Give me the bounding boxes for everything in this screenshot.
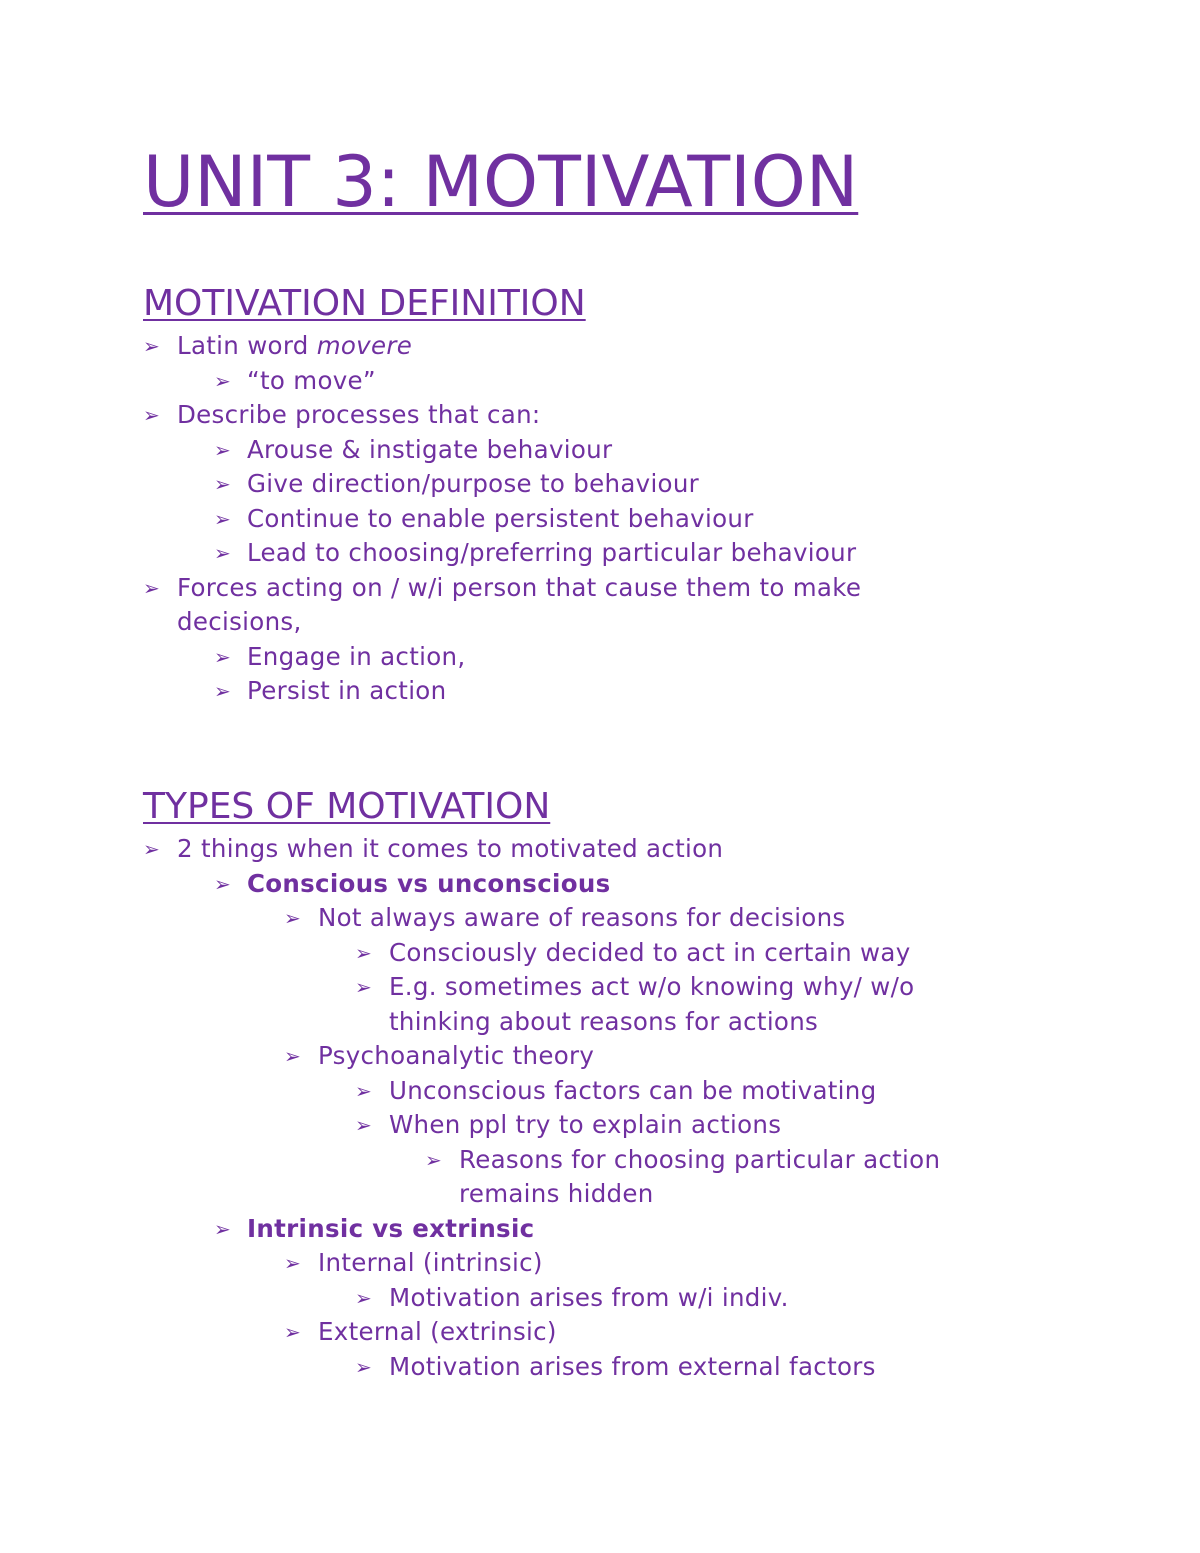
arrow-bullet-icon: ➢ bbox=[214, 644, 232, 669]
list-item bbox=[143, 1350, 1143, 1385]
list-item-text: Continue to enable persistent behaviour bbox=[247, 503, 754, 533]
arrow-bullet-icon: ➢ bbox=[143, 575, 161, 600]
list-item-text: Conscious vs unconscious bbox=[247, 868, 611, 898]
list-item-text: Reasons for choosing particular action remains hidden bbox=[459, 1144, 941, 1208]
arrow-bullet-icon: ➢ bbox=[355, 1078, 373, 1103]
arrow-bullet-icon: ➢ bbox=[214, 1216, 232, 1241]
list-item bbox=[143, 467, 1143, 502]
arrow-bullet-icon: ➢ bbox=[284, 1320, 302, 1344]
list-item-text: Unconscious factors can be motivating bbox=[389, 1075, 877, 1105]
list-item-text: Latin word bbox=[177, 331, 317, 360]
arrow-bullet-icon: ➢ bbox=[143, 837, 161, 861]
list-item-text: Describe processes that can: bbox=[177, 400, 541, 429]
list-item-text: Persist in action bbox=[247, 676, 447, 705]
list-item bbox=[143, 1039, 1143, 1074]
list-item bbox=[143, 1108, 1143, 1143]
list-item bbox=[143, 329, 1143, 364]
list-item bbox=[143, 867, 1143, 902]
arrow-bullet-icon: ➢ bbox=[284, 1044, 302, 1068]
types-list bbox=[143, 832, 1143, 1384]
list-item-text: Intrinsic vs extrinsic bbox=[247, 1213, 535, 1243]
arrow-bullet-icon: ➢ bbox=[214, 679, 232, 703]
arrow-bullet-icon: ➢ bbox=[214, 437, 232, 462]
list-item-text: E.g. sometimes act w/o knowing why/ w/o thinking about reasons for actions bbox=[389, 972, 915, 1036]
list-item bbox=[143, 936, 1143, 971]
arrow-bullet-icon: ➢ bbox=[355, 1113, 373, 1137]
arrow-bullet-icon: ➢ bbox=[284, 906, 302, 930]
list-item bbox=[143, 398, 1143, 433]
arrow-bullet-icon: ➢ bbox=[214, 871, 232, 896]
list-item bbox=[143, 640, 1143, 675]
definition-list bbox=[143, 329, 1143, 709]
arrow-bullet-icon: ➢ bbox=[355, 1285, 373, 1310]
list-item-text: Lead to choosing/preferring particular behaviour bbox=[247, 538, 857, 567]
list-item-text: Consciously decided to act in certain way bbox=[389, 937, 911, 967]
list-item bbox=[143, 1281, 1143, 1316]
arrow-bullet-icon: ➢ bbox=[143, 334, 161, 358]
list-item-text: Arouse & instigate behaviour bbox=[247, 434, 613, 464]
list-item-text: External (extrinsic) bbox=[318, 1317, 557, 1346]
list-item-text: Forces acting on / w/i person that cause them to make decisions, bbox=[177, 572, 862, 636]
arrow-bullet-icon: ➢ bbox=[214, 472, 232, 496]
arrow-bullet-icon: ➢ bbox=[355, 1354, 373, 1379]
latin-word: movere bbox=[316, 331, 413, 360]
list-item bbox=[143, 1246, 1143, 1281]
page-title: UNIT 3: MOTIVATION bbox=[143, 141, 859, 223]
arrow-bullet-icon: ➢ bbox=[284, 1251, 302, 1275]
arrow-bullet-icon: ➢ bbox=[425, 1147, 443, 1172]
list-item bbox=[143, 832, 1143, 867]
arrow-bullet-icon: ➢ bbox=[214, 506, 232, 531]
list-item bbox=[143, 433, 1143, 468]
list-item-text: When ppl try to explain actions bbox=[389, 1110, 782, 1139]
list-item-text: Engage in action, bbox=[247, 641, 466, 671]
arrow-bullet-icon: ➢ bbox=[214, 368, 232, 393]
list-item bbox=[143, 502, 1143, 537]
list-item bbox=[143, 1315, 1143, 1350]
list-item-text: “to move” bbox=[247, 365, 376, 395]
section-heading-types: TYPES OF MOTIVATION bbox=[143, 786, 551, 827]
list-item bbox=[143, 364, 1143, 399]
list-item bbox=[143, 901, 1143, 936]
arrow-bullet-icon: ➢ bbox=[214, 541, 232, 565]
list-item bbox=[143, 1143, 1143, 1212]
section-heading-definition: MOTIVATION DEFINITION bbox=[143, 283, 586, 324]
list-item-text: Motivation arises from external factors bbox=[389, 1351, 876, 1381]
list-item-text: Psychoanalytic theory bbox=[318, 1041, 595, 1070]
list-item-text: Give direction/purpose to behaviour bbox=[247, 469, 700, 498]
list-item bbox=[143, 1212, 1143, 1247]
list-item bbox=[143, 536, 1143, 571]
list-item-text: Internal (intrinsic) bbox=[318, 1248, 543, 1277]
list-item bbox=[143, 571, 1143, 640]
list-item-text: 2 things when it comes to motivated action bbox=[177, 834, 724, 863]
list-item bbox=[143, 674, 1143, 709]
list-item bbox=[143, 1074, 1143, 1109]
arrow-bullet-icon: ➢ bbox=[143, 403, 161, 427]
list-item-text: Not always aware of reasons for decisions bbox=[318, 903, 846, 932]
arrow-bullet-icon: ➢ bbox=[355, 975, 373, 999]
arrow-bullet-icon: ➢ bbox=[355, 940, 373, 965]
list-item bbox=[143, 970, 1143, 1039]
list-item-text: Motivation arises from w/i indiv. bbox=[389, 1282, 789, 1312]
